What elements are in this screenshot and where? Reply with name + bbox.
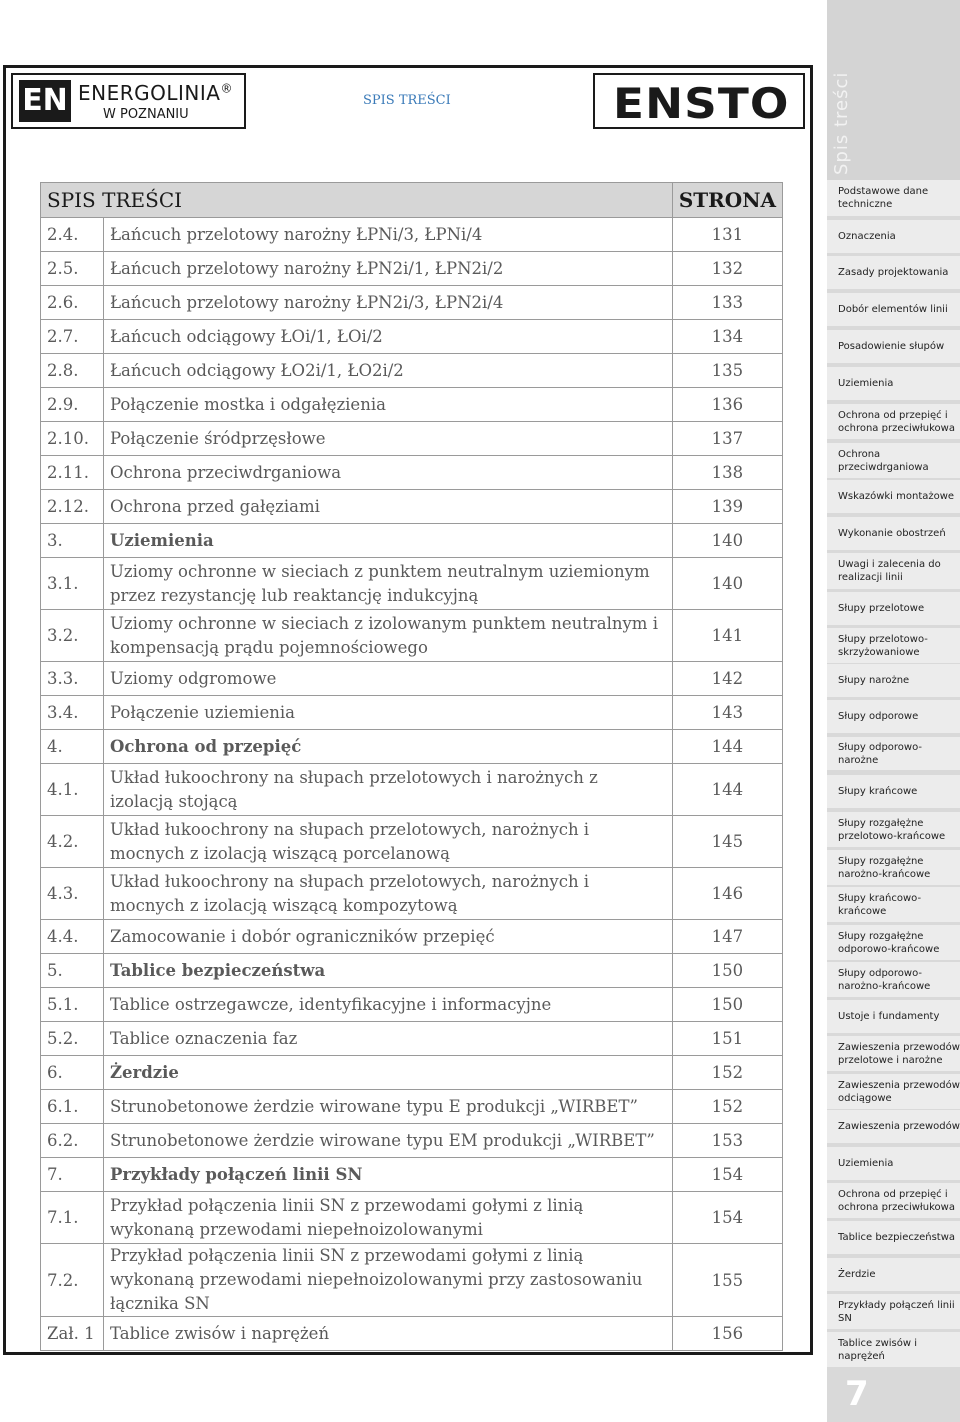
sidebar-item[interactable]: Słupy odporowo-narożno-krańcowe [827,962,960,997]
toc-row [41,988,783,1022]
toc-row [41,730,783,764]
toc-row-title: Przykład połączenia linii SN z przewodami gołymi z linią wykonaną przewodami niepełnoizolowanymi [104,1192,673,1244]
toc-row [41,1244,783,1317]
toc-row-title: Łańcuch odciągowy ŁO2i/1, ŁO2i/2 [104,354,673,388]
toc-row-number: 3.3. [41,662,104,696]
toc-row [41,920,783,954]
toc-row [41,524,783,558]
toc-row-title: Łańcuch przelotowy narożny ŁPNi/3, ŁPNi/4 [104,218,673,252]
sidebar-item[interactable]: Słupy rozgałężne przelotowo-krańcowe [827,812,960,847]
sidebar-item[interactable]: Słupy przelotowe [827,592,960,625]
toc-row-number: Zał. 1 [41,1317,104,1351]
toc-row-page: 144 [672,764,782,816]
toc-table [40,182,783,1351]
sidebar-item[interactable]: Uziemienia [827,1147,960,1180]
toc-row-number: 6.1. [41,1090,104,1124]
toc-row-page: 136 [672,388,782,422]
toc-row-title: Połączenie mostka i odgałęzienia [104,388,673,422]
toc-row-title: Strunobetonowe żerdzie wirowane typu EM produkcji „WIRBET” [104,1124,673,1158]
section-sidebar [827,0,960,1422]
toc-row [41,422,783,456]
toc-row-page: 146 [672,868,782,920]
toc-row [41,696,783,730]
toc-row-page: 141 [672,610,782,662]
toc-header-title: SPIS TREŚCI [41,183,673,218]
toc-row-title: Ochrona przeciwdrganiowa [104,456,673,490]
sidebar-item[interactable]: Podstawowe dane techniczne [827,180,960,216]
toc-row-page: 152 [672,1056,782,1090]
toc-row-title: Tablice bezpieczeństwa [104,954,673,988]
toc-row-number: 2.5. [41,252,104,286]
toc-row [41,1124,783,1158]
toc-row [41,320,783,354]
toc-row [41,610,783,662]
sidebar-item[interactable]: Ustoje i fundamenty [827,1000,960,1033]
toc-row [41,558,783,610]
toc-row-title: Zamocowanie i dobór ograniczników przepięć [104,920,673,954]
logo-name-text: ENERGOLINIA [78,81,221,105]
toc-row-number: 2.8. [41,354,104,388]
registered-mark: ® [220,81,233,96]
sidebar-item[interactable]: Tablice bezpieczeństwa [827,1221,960,1254]
logo-badge: EN [19,80,71,122]
toc-row-number: 7.2. [41,1244,104,1317]
toc-row [41,662,783,696]
sidebar-item[interactable]: Przykłady połączeń linii SN [827,1294,960,1329]
header-title: SPIS TREŚCI [363,93,451,108]
sidebar-item[interactable]: Zawieszenia przewodów przelotowe i narożne [827,1036,960,1071]
toc-row-number: 4.1. [41,764,104,816]
toc-row [41,490,783,524]
toc-row-title: Połączenie uziemienia [104,696,673,730]
toc-row-number: 2.10. [41,422,104,456]
toc-row-title: Uziemienia [104,524,673,558]
toc-row [41,354,783,388]
toc-row-page: 135 [672,354,782,388]
toc-row-number: 2.4. [41,218,104,252]
page-number: 7 [845,1374,869,1414]
sidebar-item[interactable]: Zawieszenia przewodów odciągowe [827,1074,960,1109]
sidebar-item[interactable]: Żerdzie [827,1258,960,1291]
sidebar-item[interactable]: Uziemienia [827,367,960,400]
toc-row-title: Układ łukoochrony na słupach przelotowych, narożnych i mocnych z izolacją wiszącą kompozytową [104,868,673,920]
toc-row [41,456,783,490]
toc-row-number: 3.2. [41,610,104,662]
sidebar-item[interactable]: Ochrona przeciwdrganiowa [827,443,960,478]
toc-row [41,764,783,816]
toc-row-number: 5.1. [41,988,104,1022]
toc-row [41,954,783,988]
sidebar-item[interactable]: Słupy odporowo-narożne [827,737,960,770]
toc-row-title: Uziomy ochronne w sieciach z izolowanym punktem neutralnym i kompensacją prądu pojemnościowego [104,610,673,662]
toc-row-page: 154 [672,1158,782,1192]
toc-row-number: 5.2. [41,1022,104,1056]
sidebar-item[interactable]: Dobór elementów linii [827,293,960,326]
sidebar-item[interactable]: Wykonanie obostrzeń [827,517,960,550]
toc-row-title: Łańcuch przelotowy narożny ŁPN2i/1, ŁPN2i/2 [104,252,673,286]
toc-row-number: 7.1. [41,1192,104,1244]
toc-row-title: Układ łukoochrony na słupach przelotowych i narożnych z izolacją stojącą [104,764,673,816]
toc-row [41,1022,783,1056]
toc-row-title: Strunobetonowe żerdzie wirowane typu E produkcji „WIRBET” [104,1090,673,1124]
toc-row-page: 131 [672,218,782,252]
toc-row-number: 4.4. [41,920,104,954]
toc-row [41,388,783,422]
toc-row-page: 156 [672,1317,782,1351]
sidebar-item[interactable]: Słupy rozgałężne narożno-krańcowe [827,850,960,885]
toc-row-number: 3. [41,524,104,558]
toc-row [41,1158,783,1192]
page-header [3,65,813,135]
toc-row-title: Przykłady połączeń linii SN [104,1158,673,1192]
toc-row-title: Uziomy ochronne w sieciach z punktem neutralnym uziemionym przez rezystancję lub reaktancję indukcyjną [104,558,673,610]
toc-row-number: 2.7. [41,320,104,354]
toc-row [41,1317,783,1351]
toc-row-page: 153 [672,1124,782,1158]
toc-row-title: Łańcuch odciągowy ŁOi/1, ŁOi/2 [104,320,673,354]
toc-row-page: 139 [672,490,782,524]
sidebar-item[interactable]: Zasady projektowania [827,256,960,289]
toc-row-title: Ochrona od przepięć [104,730,673,764]
toc-row-number: 2.6. [41,286,104,320]
toc-row-page: 137 [672,422,782,456]
sidebar-item[interactable]: Posadowienie słupów [827,330,960,363]
toc-row-title: Łańcuch przelotowy narożny ŁPN2i/3, ŁPN2i/4 [104,286,673,320]
toc-row-page: 150 [672,954,782,988]
toc-row [41,1056,783,1090]
sidebar-item[interactable]: Słupy odporowe [827,700,960,733]
toc-header-page: STRONA [672,183,782,218]
toc-row-title: Uziomy odgromowe [104,662,673,696]
toc-header-row [41,183,783,218]
toc-row-page: 147 [672,920,782,954]
toc-row-title: Tablice zwisów i naprężeń [104,1317,673,1351]
toc-row [41,816,783,868]
toc-row-title: Przykład połączenia linii SN z przewodami gołymi z linią wykonaną przewodami niepełnoizolowanymi przy zastosowaniu łącznika SN [104,1244,673,1317]
toc-row [41,286,783,320]
toc-row-number: 2.9. [41,388,104,422]
toc-row-number: 2.11. [41,456,104,490]
toc-row-page: 155 [672,1244,782,1317]
toc-row-page: 138 [672,456,782,490]
toc-row-page: 154 [672,1192,782,1244]
toc-row [41,1090,783,1124]
ensto-brand: ENSTO [613,79,790,128]
sidebar-item[interactable]: Tablice zwisów i naprężeń [827,1332,960,1367]
toc-row-number: 4.2. [41,816,104,868]
toc-row-page: 143 [672,696,782,730]
toc-row-number: 4. [41,730,104,764]
sidebar-item[interactable]: Oznaczenia [827,220,960,253]
toc-row-title: Tablice oznaczenia faz [104,1022,673,1056]
toc-row-title: Połączenie śródprzęsłowe [104,422,673,456]
toc-row-number: 6. [41,1056,104,1090]
toc-row-title: Żerdzie [104,1056,673,1090]
toc-row-page: 150 [672,988,782,1022]
toc-row-number: 7. [41,1158,104,1192]
logo-name [78,81,233,105]
toc-row-page: 132 [672,252,782,286]
toc-row-page: 133 [672,286,782,320]
toc-row-number: 5. [41,954,104,988]
toc-row [41,218,783,252]
toc-row-title: Ochrona przed gałęziami [104,490,673,524]
sidebar-item[interactable]: Wskazówki montażowe [827,480,960,513]
toc-row [41,868,783,920]
sidebar-item[interactable]: Ochrona od przepięć i ochrona przeciwłukowa [827,404,960,439]
toc-row [41,1192,783,1244]
toc-row-number: 4.3. [41,868,104,920]
energolinia-logo [11,73,246,129]
toc-row-page: 142 [672,662,782,696]
sidebar-item[interactable]: Słupy przelotowo-skrzyżowaniowe [827,628,960,663]
toc-row-title: Tablice ostrzegawcze, identyfikacyjne i informacyjne [104,988,673,1022]
toc-row-page: 140 [672,558,782,610]
toc-row-number: 3.4. [41,696,104,730]
toc-row-number: 2.12. [41,490,104,524]
toc-row-page: 145 [672,816,782,868]
sidebar-item[interactable]: Uwagi i zalecenia do realizacji linii [827,553,960,589]
toc-row-title: Układ łukoochrony na słupach przelotowych, narożnych i mocnych z izolacją wiszącą porcelanową [104,816,673,868]
toc-row-page: 140 [672,524,782,558]
toc-row-number: 3.1. [41,558,104,610]
sidebar-item[interactable]: Słupy krańcowo-krańcowe [827,887,960,922]
sidebar-item[interactable]: Słupy rozgałężne odporowo-krańcowe [827,925,960,960]
toc-row-page: 134 [672,320,782,354]
sidebar-item[interactable]: Zawieszenia przewodów [827,1110,960,1143]
sidebar-item[interactable]: Ochrona od przepięć i ochrona przeciwłukowa [827,1183,960,1218]
toc-row-page: 151 [672,1022,782,1056]
sidebar-item[interactable]: Słupy krańcowe [827,775,960,808]
logo-city: W POZNANIU [103,107,189,122]
toc-row-number: 6.2. [41,1124,104,1158]
sidebar-title: Spis treści [831,71,852,175]
toc-row-page: 144 [672,730,782,764]
ensto-logo [593,73,805,129]
sidebar-item[interactable]: Słupy narożne [827,664,960,697]
toc-row-page: 152 [672,1090,782,1124]
toc-row [41,252,783,286]
